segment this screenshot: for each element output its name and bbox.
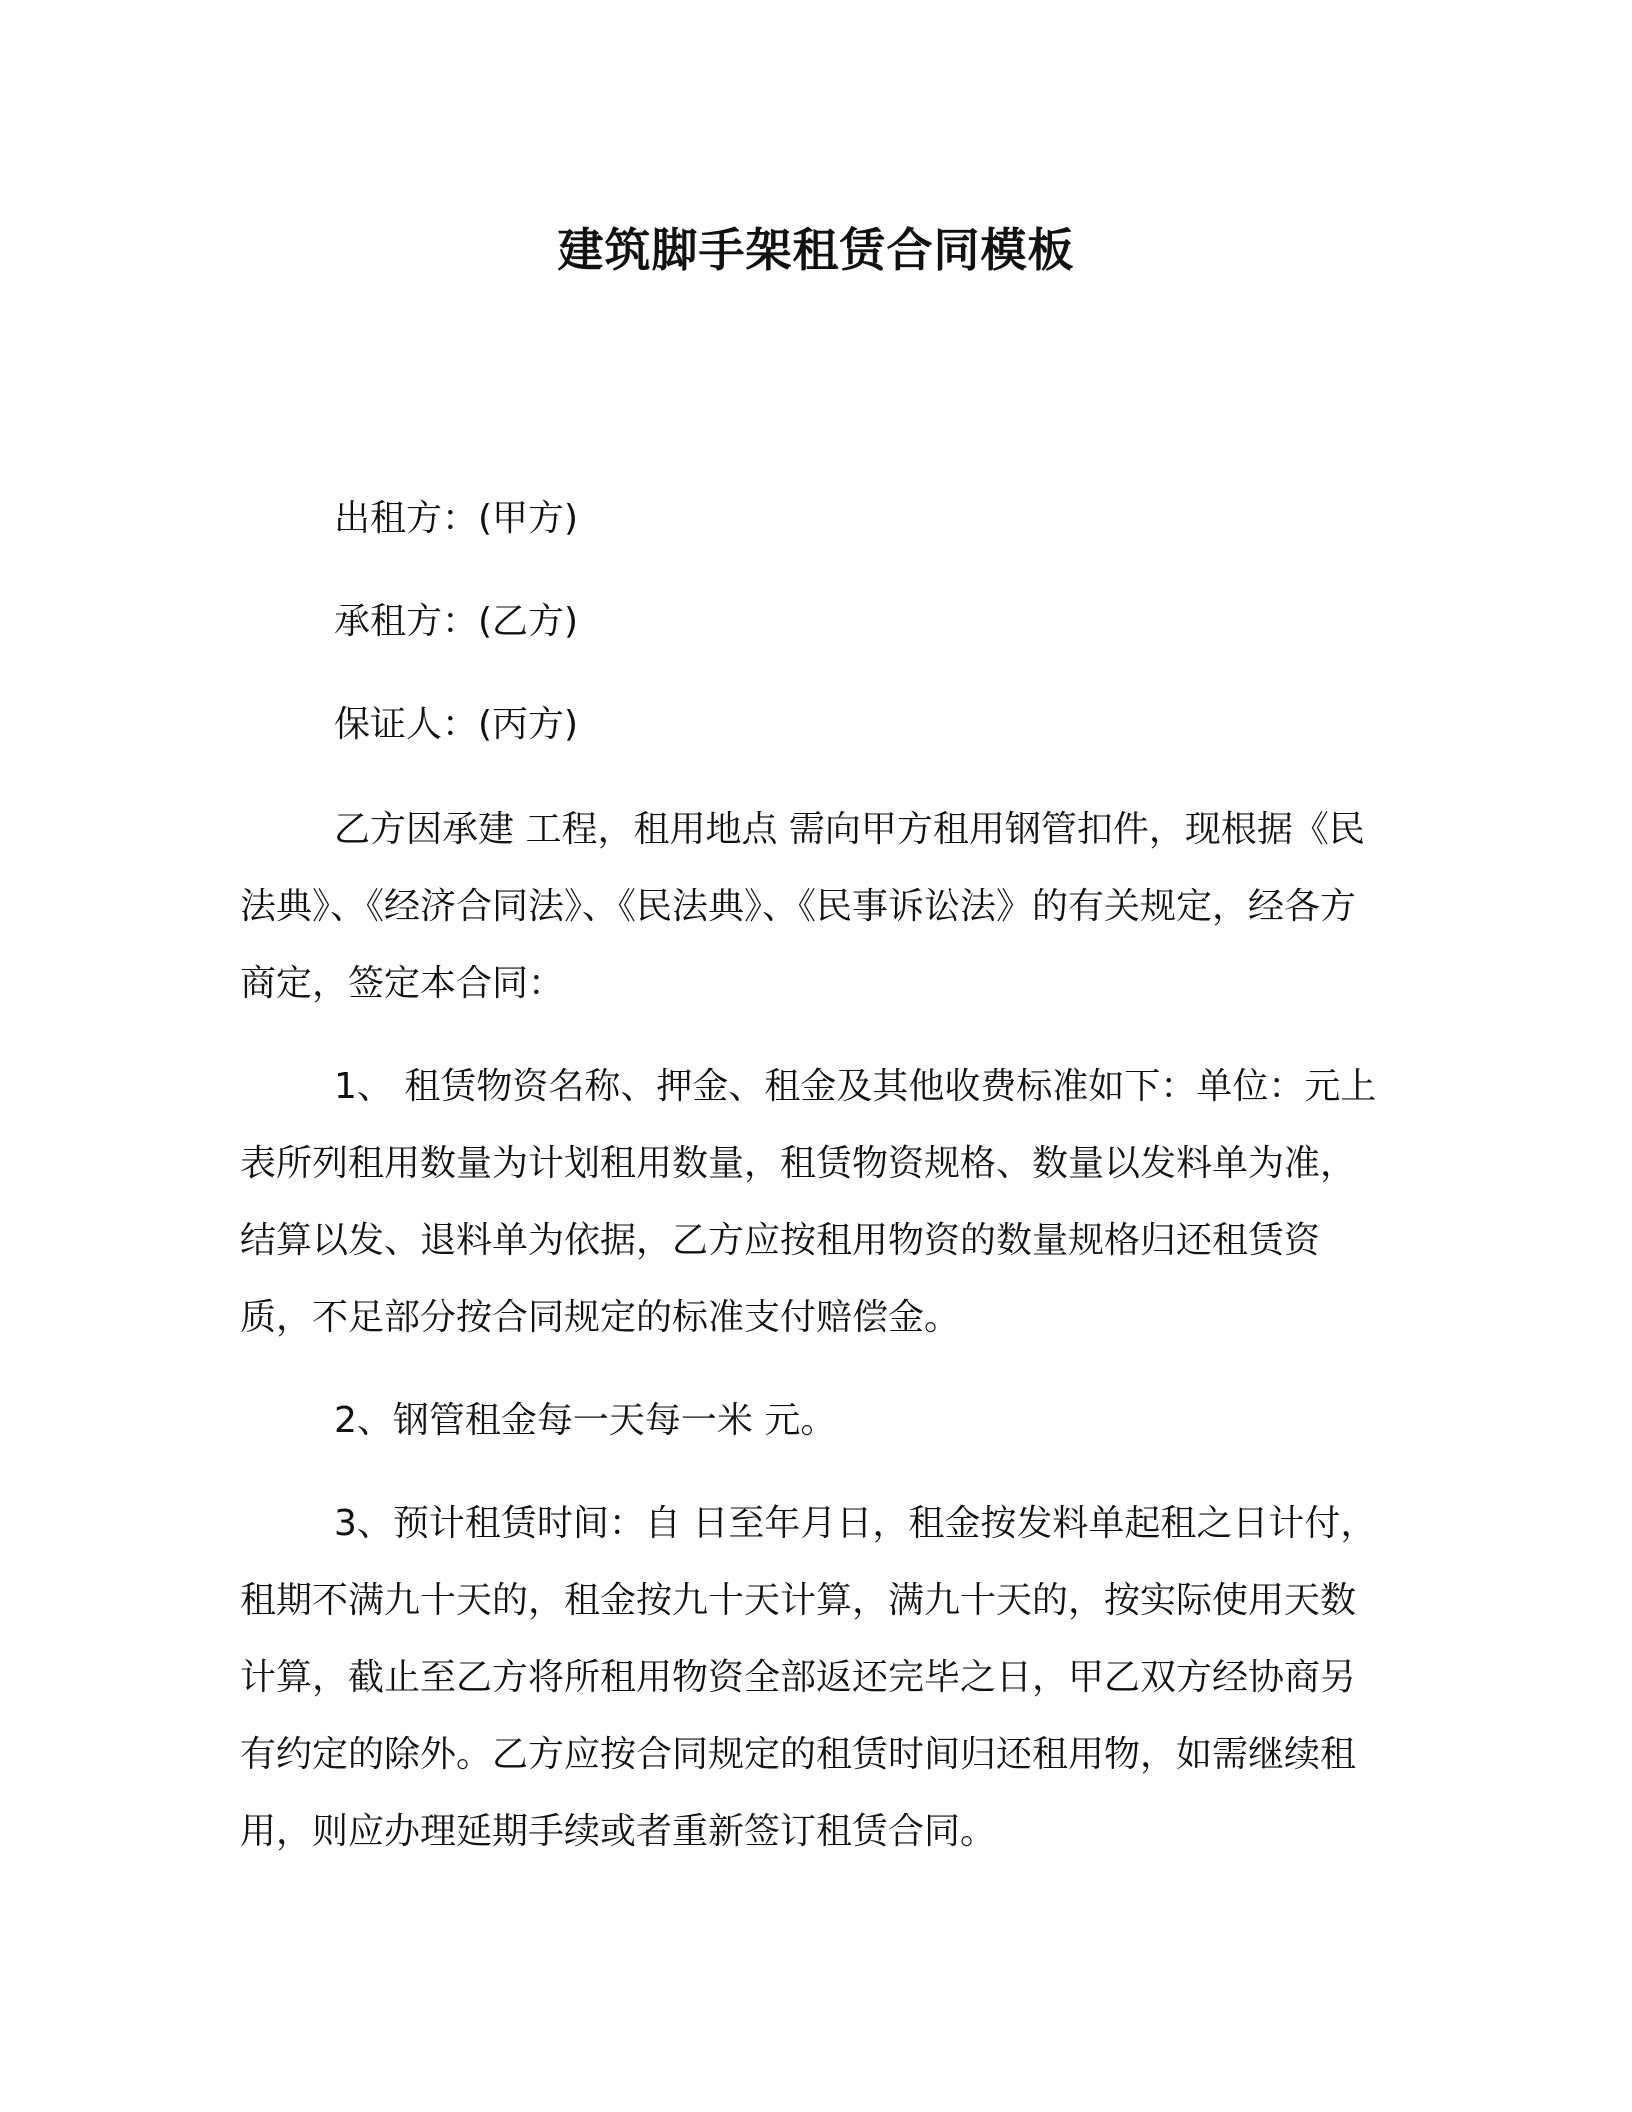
paragraph-clause-2: 2、钢管租金每一天每一米 元。 [334,1400,837,1441]
document-title: 建筑脚手架租赁合同模板 [557,223,1075,277]
party-lessee: 承租方：(乙方) [334,601,579,642]
paragraph-clause-1: 1、 租赁物资名称、押金、租金及其他收费标准如下：单位：元上表所列租用数量为计划租用数量，租赁物资规格、数量以发料单为准，结算以发、退料单为依据，乙方应按租用物资的数量规格归还租赁资质，不足部分按合同规定的标准支付赔偿金。 [240,1066,1377,1338]
party-guarantor: 保证人：(丙方) [334,704,579,745]
paragraph-clause-3: 3、预计租赁时间：自 日至年月日，租金按发料单起租之日计付，租期不满九十天的，租金按九十天计算，满九十天的，按实际使用天数计算，截止至乙方将所租用物资全部返还完毕之日，甲乙双方经协商另有约定的除外。乙方应按合同规定的租赁时间归还租用物，如需继续租用，则应办理延期手续或者重新签订租赁合同。 [240,1503,1377,1852]
paragraph-preamble: 乙方因承建 工程，租用地点 需向甲方租用钢管扣件，现根据《民法典》、《经济合同法》、《民法典》、《民事诉讼法》的有关规定，经各方商定，签定本合同： [240,809,1365,1004]
party-lessor: 出租方：(甲方) [334,498,579,539]
